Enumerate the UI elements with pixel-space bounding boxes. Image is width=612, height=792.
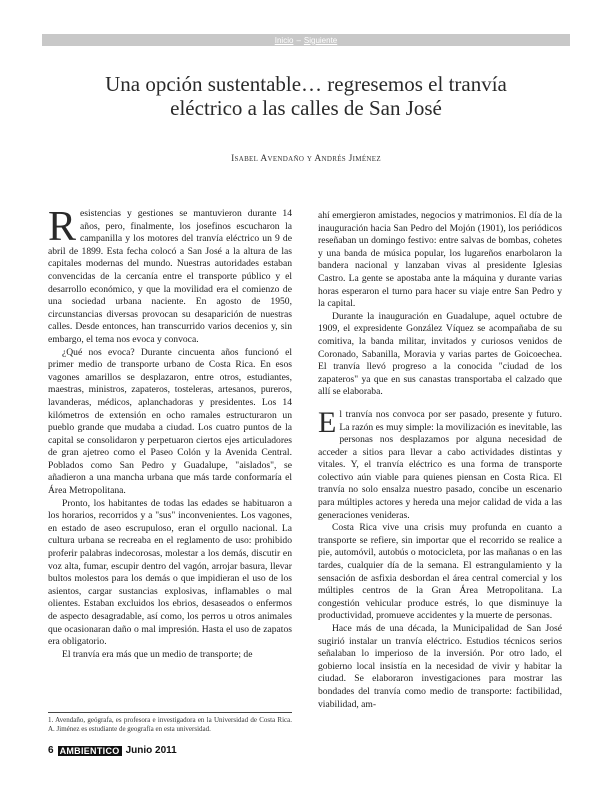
paragraph: ¿Qué nos evoca? Durante cincuenta años funcionó el primer medio de transporte urbano de Costa Rica. En esos vagones amarillos se desplazaron, entre otros, estudiantes, maestras, ministros, zapateros, tosteleras, artesanos, pureros, lavanderas, médicos, aplanchadoras y presidentes. Los 14 kilómetros de extensión en ocho ramales estructuraron un pueblo grande que mudaba a ciudad. Los cuatro puntos de la capital se consolidaron y perpetuaron ciertos ejes articuladores de gran ajetreo como el Paseo Colón y la Avenida Central. Poblados como San Pedro y Guadalupe, "aislados", se añadieron a una mancha urbana que más tarde conformaría el Área Metropolitana. bbox=[48, 346, 292, 497]
siguiente-link[interactable]: Siguiente bbox=[303, 35, 338, 45]
paragraph: Costa Rica vive una crisis muy profunda en cuanto a transporte se refiere, sin importar que el recorrido se realice a pie, automóvil, autobús o motocicleta, por las mañanas o en las tardes, cualquier día de la semana. El estrangulamiento y la sensación de asfixia desbordan el área central comercial y los múltiples centros de la Gran Área Metropolitana. La congestión vehicular produce estrés, lo que disminuye la productividad, promueve accidentes y la muerte de personas. bbox=[318, 522, 562, 622]
drop-cap: E bbox=[318, 405, 337, 439]
paragraph-text: l tranvía nos convoca por ser pasado, presente y futuro. La razón es muy simple: la movilización es inevitable, las personas nos desplazamos por alguna necesidad de acceder a sitios para llevar a cabo actividades distintas y vitales. Y, el tranvía eléctrico es una forma de transporte colectivo aún viable para quienes piensan en Costa Rica. El tranvía no solo ensalza nuestro pasado, concibe un escenario para múltiples actores y hereda una mejor calidad de vida a las generaciones venideras. bbox=[318, 408, 562, 521]
paragraph bbox=[48, 208, 292, 347]
nav-separator: – bbox=[296, 35, 301, 45]
right-column bbox=[318, 210, 562, 745]
title-line-1: Una opción sustentable… regresemos el tranvía bbox=[105, 72, 507, 96]
footnote-divider bbox=[48, 712, 292, 713]
paragraph: Hace más de una década, la Municipalidad de San José sugirió instalar un tranvía eléctrico. Estudios técnicos serios señalaban lo imperioso de la inversión. Por otro lado, el gobierno local insistía en la necesidad de vivir y habitar la ciudad. Se elaboraron investigaciones para mostrar las bondades del tranvía como medio de transporte: factibilidad, viabilidad, am- bbox=[318, 623, 562, 710]
page-number: 6 bbox=[48, 745, 54, 756]
paragraph: El tranvía era más que un medio de transporte; de bbox=[62, 648, 253, 660]
paragraph: Durante la inauguración en Guadalupe, aquel octubre de 1909, el expresidente González Víquez se acompañaba de su comitiva, la banda militar, invitados y curiosos venidos de Coronado, Sabanilla, Moravia y varias partes de Goicoechea. El tranvía llevó progreso a la conocida "ciudad de los zapateros" ya que en sus canastas transportaba el calzado que allí se elaboraba. bbox=[318, 310, 562, 398]
issue-date: Junio 2011 bbox=[125, 745, 177, 756]
left-column bbox=[48, 208, 292, 708]
paragraph: ahí emergieron amistades, negocios y matrimonios. El día de la inauguración hacia San Pedro del Mojón (1901), los periódicos reseñaban un domingo festivo: entre salvas de bombas, cohetes y una banda de música popular, los lugareños enarbolaron la bandera nacional y lanzaban vivas al presidente Iglesias Castro. La gente se apostaba ante la máquina y durante varias horas esperaron el turno para hacer su viaje entre San Pedro y la capital. bbox=[318, 210, 562, 310]
page-footer bbox=[48, 745, 177, 756]
title-line-2: eléctrico a las calles de San José bbox=[170, 96, 442, 120]
paragraph-text: esistencias y gestiones se mantuvieron durante 14 años, pero, finalmente, los josefinos escucharon la campanilla y los motores del tranvía eléctrico un 9 de abril de 1899. Esta fecha colocó a San José a la altura de las capitales modernas del mundo. Nuestras autoridades estaban convencidas de la cercanía entre el transporte público y el desarrollo económico, y que la movilidad era el comienzo de una sociedad urbana naciente. En agosto de 1950, circunstancias diversas provocan su desaparición de nuestras calles. Desde entonces, han transcurrido varios decenios y, sin embargo, el tema nos evoca y convoca. bbox=[48, 208, 292, 345]
drop-cap: R bbox=[48, 208, 77, 250]
paragraph: Pronto, los habitantes de todas las edades se habituaron a los horarios, recorridos y a "sus" inconvenientes. Los vagones, en estado de aseo escrupuloso, eran el orgullo nacional. La cultura urbana se recreaba en el reglamento de uso: prohibido proferir palabras indecorosas, molestar a los demás, discutir en voz alta, fumar, escupir dentro del vagón, arrojar basura, llevar bultos molestos para los demás o que impidieran el uso de los asientos, cargar sustancias explosivas, inflamables o mal olientes. Estaban excluidos los ebrios, desaseados o enfermos de aspecto desagradable, así como, los perros u otros animales que ocasionaran daño o mal impresión. Hasta el uso de zapatos era obligatorio. bbox=[48, 497, 292, 648]
paragraph bbox=[318, 405, 562, 522]
navigation-bar bbox=[42, 34, 570, 46]
article-title bbox=[60, 72, 552, 120]
footnote: 1. Avendaño, geógrafa, es profesora e investigadora en la Universidad de Costa Rica. A. Jiménez es estudiante de geografía en esta universidad. bbox=[48, 716, 292, 733]
magazine-logo: AMBIENTICO bbox=[59, 745, 120, 756]
article-authors: Isabel Avendaño y Andrés Jiménez bbox=[231, 154, 381, 164]
inicio-link[interactable]: Inicio bbox=[274, 35, 294, 45]
